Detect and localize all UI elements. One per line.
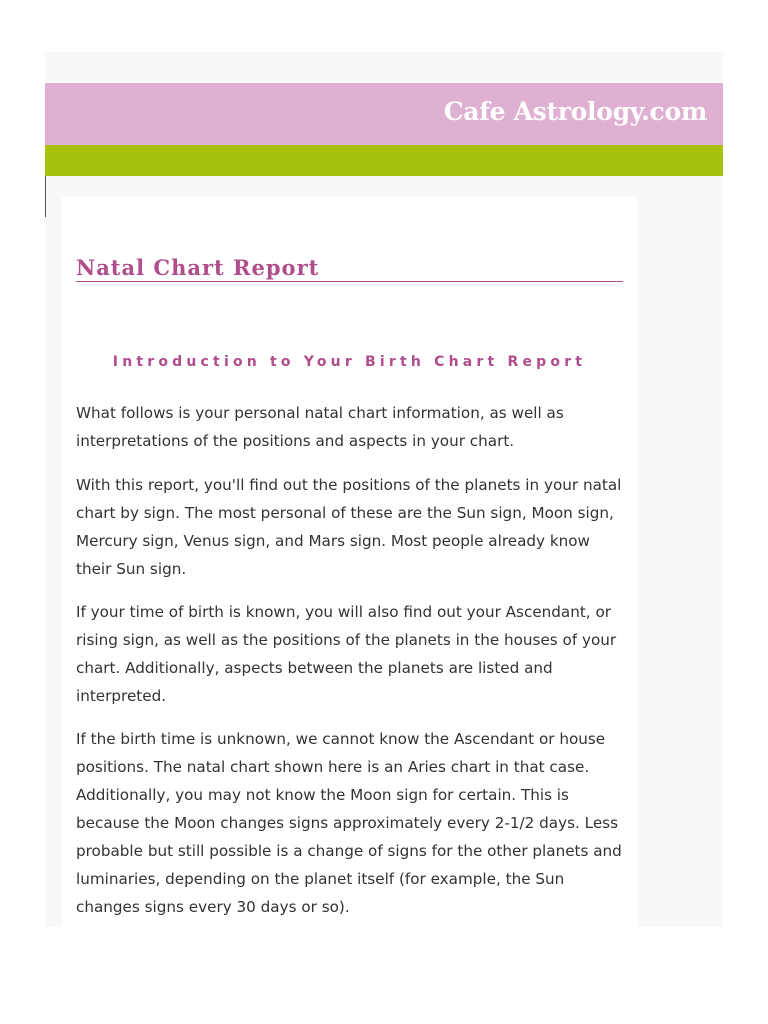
section-heading: Introduction to Your Birth Chart Report bbox=[112, 354, 587, 370]
report-content bbox=[62, 197, 638, 927]
site-logo-title[interactable]: Cafe Astrology.com bbox=[443, 97, 707, 126]
intro-paragraph-3: If your time of birth is known, you will also find out your Ascendant, or rising sign, as well as the positions of the planets in the houses of your chart. Additionally, aspects between the planets are listed and interpreted. bbox=[76, 603, 617, 705]
intro-paragraph-2: With this report, you'll find out the positions of the planets in your natal chart by sign. The most personal of these are the Sun sign, Moon sign, Mercury sign, Venus sign, and Mars sign. Most people already know their Sun sign. bbox=[76, 476, 622, 578]
intro-paragraph-1: What follows is your personal natal chart information, as well as interpretations of the positions and aspects in your chart. bbox=[76, 404, 564, 450]
intro-paragraph-4: If the birth time is unknown, we cannot know the Ascendant or house positions. The natal chart shown here is an Aries chart in that case. Additionally, you may not know the Moon sign for certain. This is because the Moon changes signs approximately every 2-1/2 days. Less probable but still possible is a change of signs for the other planets and luminaries, depending on the planet itself (for example, the Sun changes signs every 30 days or so). bbox=[76, 730, 622, 916]
page-title: Natal Chart Report bbox=[76, 255, 623, 282]
site-header bbox=[45, 83, 723, 145]
accent-bar bbox=[45, 145, 723, 176]
left-divider bbox=[45, 176, 46, 217]
